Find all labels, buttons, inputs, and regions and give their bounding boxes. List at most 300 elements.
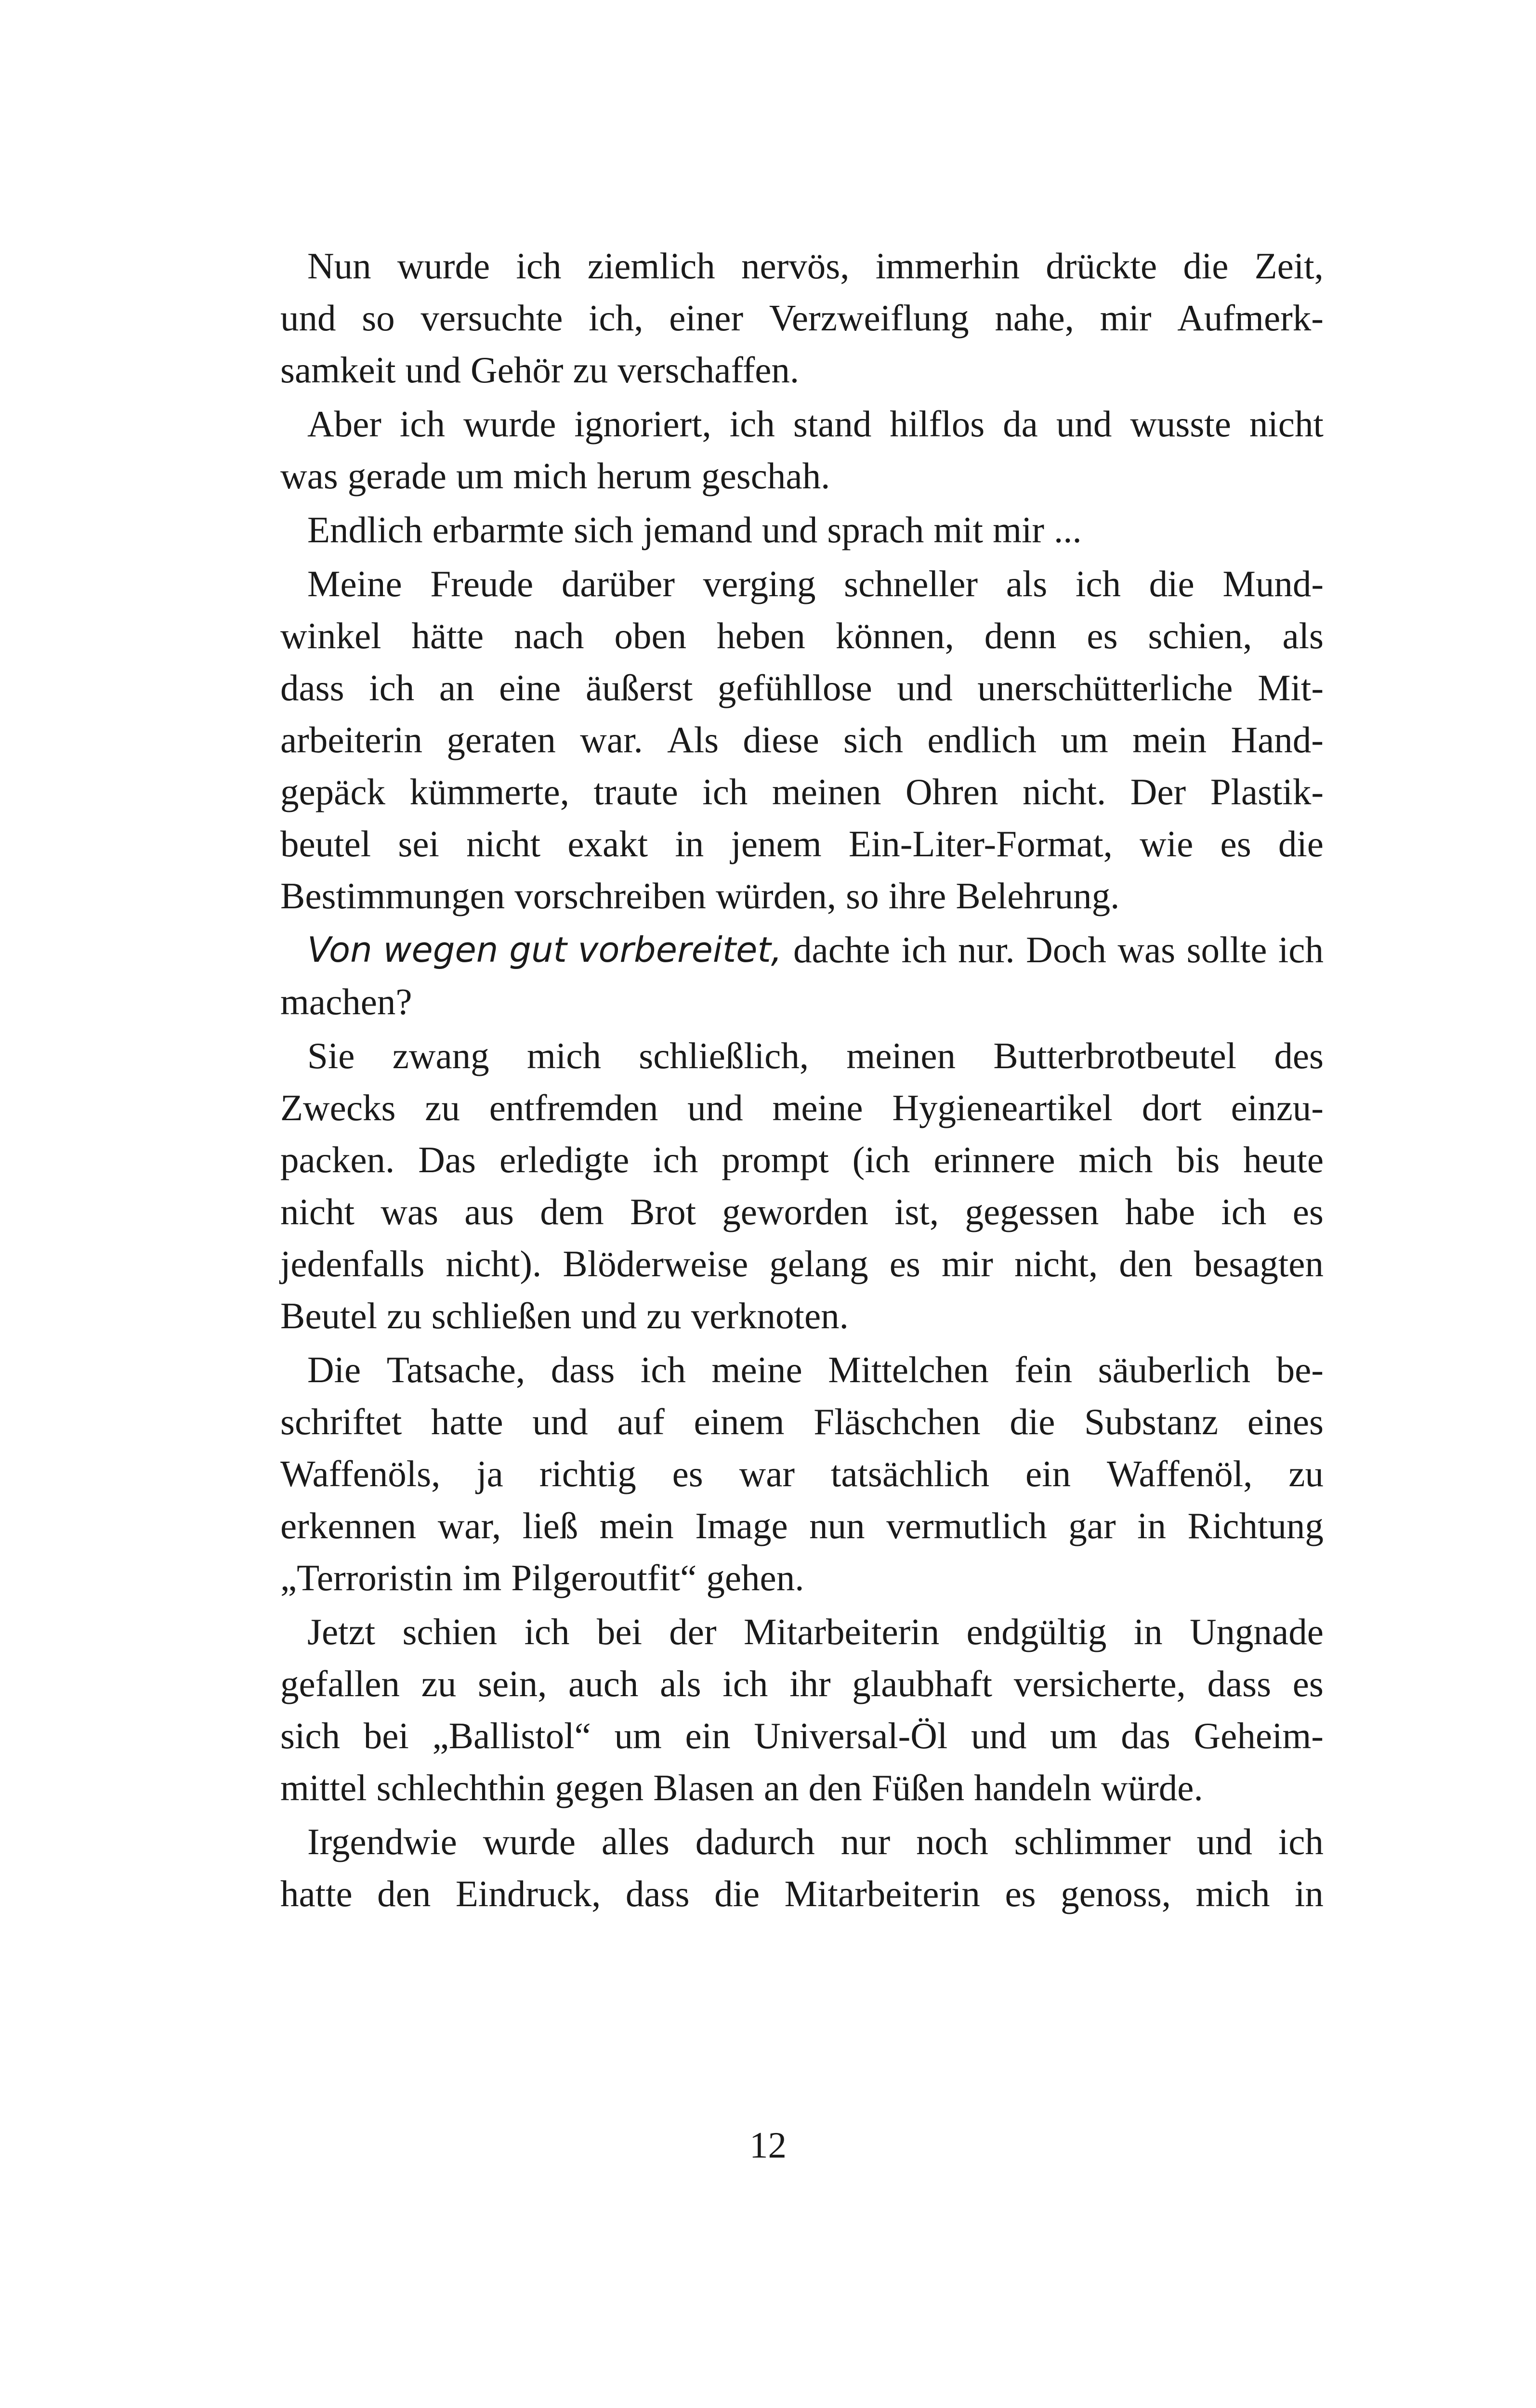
word: mich [527, 1035, 601, 1076]
text-line [280, 714, 1324, 766]
word: hatte [280, 1873, 353, 1914]
word: jedenfalls [280, 1243, 425, 1284]
word: Mund- [1222, 563, 1324, 604]
word: um [456, 455, 504, 497]
text-line [280, 976, 1324, 1028]
text-line [280, 1082, 1324, 1134]
word: kümmerte, [409, 771, 569, 812]
word: Nun [307, 245, 371, 287]
word: Belehrung. [956, 875, 1120, 916]
word: schneller [844, 563, 978, 604]
word: nicht [466, 823, 541, 864]
word: zu [387, 1295, 422, 1336]
word: „Ballistol“ [432, 1715, 591, 1756]
word: einem [694, 1401, 785, 1442]
body-text [280, 240, 1324, 1920]
word: nicht). [446, 1243, 542, 1284]
word: Waffenöl, [1107, 1453, 1253, 1494]
word: es [1005, 1873, 1036, 1914]
word: schriftet [280, 1401, 402, 1442]
word: Füßen [871, 1767, 965, 1808]
word: und [761, 509, 818, 550]
text-line [280, 1186, 1324, 1238]
word: wie [1140, 823, 1194, 864]
word: zu [646, 1295, 682, 1336]
word: und [971, 1715, 1027, 1756]
word: Die [307, 1349, 361, 1390]
word: und [280, 297, 336, 339]
word: Jetzt [307, 1611, 376, 1652]
word: Pilgeroutfit“ [511, 1557, 697, 1598]
word: nicht, [1014, 1243, 1098, 1284]
word: tatsächlich [830, 1453, 990, 1494]
word: es [1292, 1191, 1324, 1232]
word: Universal-Öl [754, 1715, 948, 1756]
text-line [280, 818, 1324, 870]
word: ließ [522, 1505, 578, 1546]
word: die [1278, 823, 1324, 864]
word: noch [916, 1821, 988, 1862]
word: „Terroristin [280, 1557, 453, 1598]
word: gegessen [965, 1191, 1099, 1232]
text-line [280, 1030, 1324, 1082]
word: es [1087, 615, 1118, 656]
word: schlimmer [1014, 1821, 1171, 1862]
word: ignoriert, [574, 403, 711, 445]
word: an [763, 1767, 799, 1808]
text-line [280, 870, 1324, 922]
word: Plastik- [1210, 771, 1324, 812]
word: Sie [307, 1035, 355, 1076]
text-line [280, 1710, 1324, 1762]
word: wusste [1130, 403, 1231, 445]
word: Beutel [280, 1295, 377, 1336]
word: hilflos [890, 403, 985, 445]
word: Blasen [653, 1767, 754, 1808]
word: in [675, 823, 704, 864]
word: zu [425, 1087, 460, 1128]
word: Mitarbeiterin [743, 1611, 940, 1652]
word: traute [593, 771, 678, 812]
word: was [1117, 929, 1176, 970]
word: dass [625, 1873, 690, 1914]
word: ich, [589, 297, 643, 339]
word: sich [843, 719, 904, 760]
word: gefühllose [717, 667, 872, 708]
word: mich [513, 455, 588, 497]
text-line [280, 240, 1324, 292]
word: bis [1176, 1139, 1220, 1180]
word: packen. [280, 1139, 395, 1180]
text-line [280, 1762, 1324, 1814]
word: als [1006, 563, 1048, 604]
word: ihr [789, 1663, 831, 1704]
word: immerhin [875, 245, 1020, 287]
word: so [846, 875, 879, 916]
word: da [1003, 403, 1038, 445]
word: um [1050, 1715, 1098, 1756]
word: Geheim- [1194, 1715, 1324, 1756]
text-line [280, 1396, 1324, 1448]
word: wurde [397, 245, 490, 287]
word: den [1119, 1243, 1173, 1284]
word: Mittelchen [828, 1349, 989, 1390]
word: nervös, [741, 245, 850, 287]
text-line [280, 1500, 1324, 1552]
word: erkennen [280, 1505, 417, 1546]
word: dass [280, 667, 344, 708]
word: der [669, 1611, 717, 1652]
word: im [462, 1557, 502, 1598]
word: geraten [446, 719, 556, 760]
word: mir [993, 509, 1044, 550]
word: dadurch [695, 1821, 815, 1862]
word: Freude [430, 563, 534, 604]
word: Blöderweise [563, 1243, 748, 1284]
word: zu [573, 349, 608, 391]
word: ich [901, 929, 947, 970]
text-line [280, 1606, 1324, 1658]
word: erinnere [933, 1139, 1055, 1180]
word: meine [711, 1349, 802, 1390]
word: ich [702, 771, 748, 812]
word: Zwecks [280, 1087, 396, 1128]
word: die [1149, 563, 1195, 604]
word: handeln [974, 1767, 1092, 1808]
word: war [739, 1453, 795, 1494]
word: und [897, 667, 953, 708]
word: ich [1278, 1821, 1324, 1862]
word: Doch [1026, 929, 1106, 970]
word: genoss, [1061, 1873, 1171, 1914]
word: wurde [483, 1821, 576, 1862]
word: (ich [852, 1139, 910, 1180]
word: Meine [307, 563, 402, 604]
word: schien [402, 1611, 498, 1652]
word: schließen [431, 1295, 572, 1336]
word: meinen [846, 1035, 956, 1076]
word: auf [617, 1401, 665, 1442]
word: die [1183, 245, 1229, 287]
word: vermutlich [886, 1505, 1047, 1546]
word: und [405, 349, 461, 391]
word: Mit- [1258, 667, 1324, 708]
word: sich [280, 1715, 341, 1756]
word: Ungnade [1189, 1611, 1324, 1652]
word: die [714, 1873, 760, 1914]
word: hätte [411, 615, 484, 656]
word: Tatsache, [386, 1349, 525, 1390]
text-line [280, 504, 1324, 556]
word: nur. [958, 929, 1015, 970]
text-line [280, 558, 1324, 610]
text-line [280, 1816, 1324, 1868]
text-line [280, 1552, 1324, 1604]
word: einzu- [1231, 1087, 1324, 1128]
word: in [1133, 1611, 1163, 1652]
word: Richtung [1187, 1505, 1324, 1546]
word: es [1292, 1663, 1324, 1704]
text-line [280, 766, 1324, 818]
text-line [280, 1448, 1324, 1500]
word: Endlich [307, 509, 423, 550]
word: mir [1100, 297, 1152, 339]
word: des [1274, 1035, 1324, 1076]
word: Eindruck, [455, 1873, 601, 1914]
word: zu [421, 1663, 457, 1704]
word: versicherte, [1013, 1663, 1186, 1704]
word: prompt [722, 1139, 829, 1180]
italic-phrase: Von wegen gut vorbereitet, [307, 929, 782, 970]
word: endgültig [966, 1611, 1107, 1652]
text-line [280, 662, 1324, 714]
word: würde. [1101, 1767, 1203, 1808]
word: ich [516, 245, 562, 287]
word: gar [1068, 1505, 1116, 1546]
word: samkeit [280, 349, 396, 391]
word: vorschreiben [514, 875, 706, 916]
word: um [614, 1715, 662, 1756]
word: arbeiterin [280, 719, 422, 760]
word: eines [1247, 1401, 1324, 1442]
word: denn [984, 615, 1057, 656]
word: ein [685, 1715, 731, 1756]
word: habe [1125, 1191, 1195, 1232]
word: nicht. [1023, 771, 1106, 812]
word: meinen [772, 771, 881, 812]
word: was [280, 455, 338, 497]
word: drückte [1046, 245, 1157, 287]
word: verschaffen. [617, 349, 800, 391]
word: dass [551, 1349, 615, 1390]
text-line [280, 1238, 1324, 1290]
word: schien, [1148, 615, 1252, 656]
word: in [1295, 1873, 1324, 1914]
word: bei [363, 1715, 409, 1756]
text-line [280, 1658, 1324, 1710]
word: ich [653, 1139, 698, 1180]
word: mit [933, 509, 984, 550]
word: dem [540, 1191, 604, 1232]
word: ... [1054, 509, 1082, 550]
word: in [1137, 1505, 1167, 1546]
word: als [1282, 615, 1324, 656]
word: heben [717, 615, 805, 656]
word: gegen [555, 1767, 644, 1808]
word: nicht [1249, 403, 1324, 445]
word: mein [1132, 719, 1207, 760]
word: ich [722, 1663, 768, 1704]
word: aus [464, 1191, 514, 1232]
word: an [439, 667, 474, 708]
word: Bestimmungen [280, 875, 505, 916]
word: den [377, 1873, 431, 1914]
word: jenem [731, 823, 822, 864]
word: herum [597, 455, 692, 497]
word: Ohren [906, 771, 998, 812]
text-line [280, 292, 1324, 344]
word: den [808, 1767, 862, 1808]
word: winkel [280, 615, 381, 656]
word: würden, [715, 875, 837, 916]
word: dass [1207, 1663, 1272, 1704]
word: Aufmerk- [1177, 297, 1324, 339]
text-line [280, 398, 1324, 450]
word: Fläschchen [814, 1401, 981, 1442]
word: eine [499, 667, 561, 708]
word: Ein-Liter-Format, [848, 823, 1113, 864]
text-line [280, 450, 1324, 502]
word: ihre [888, 875, 946, 916]
word: als [660, 1663, 701, 1704]
page-number: 12 [749, 2124, 787, 2166]
word: Der [1130, 771, 1186, 812]
word: ein [1025, 1453, 1071, 1494]
word: zu [1288, 1453, 1324, 1494]
word: dort [1142, 1087, 1202, 1128]
word: und [687, 1087, 743, 1128]
word: besagten [1194, 1243, 1324, 1284]
word: Hand- [1231, 719, 1324, 760]
word: ich [1278, 929, 1324, 970]
word: ist, [894, 1191, 939, 1232]
word: unerschütterliche [977, 667, 1233, 708]
word: was [381, 1191, 438, 1232]
word: Brot [630, 1191, 696, 1232]
word: so [362, 297, 395, 339]
text-line [280, 1290, 1324, 1342]
word: es [1220, 823, 1251, 864]
word: nur [840, 1821, 891, 1862]
word: war. [580, 719, 643, 760]
word: gepäck [280, 771, 386, 812]
word: nach [514, 615, 584, 656]
word: es [672, 1453, 703, 1494]
word: ich [369, 667, 415, 708]
word: mein [599, 1505, 674, 1546]
text-line [280, 1134, 1324, 1186]
word: mir [941, 1243, 993, 1284]
word: be- [1276, 1349, 1324, 1390]
word: sein, [478, 1663, 547, 1704]
word: gelang [769, 1243, 868, 1284]
word: ich [1221, 1191, 1267, 1232]
word: äußerst [585, 667, 693, 708]
word: schlechthin [376, 1767, 546, 1808]
word: erledigte [499, 1139, 630, 1180]
word: beutel [280, 823, 371, 864]
word: ich [524, 1611, 570, 1652]
word: verging [703, 563, 816, 604]
word: Hygieneartikel [892, 1087, 1113, 1128]
word: richtig [539, 1453, 636, 1494]
word: alles [601, 1821, 670, 1862]
word: ziemlich [587, 245, 715, 287]
word: versuchte [420, 297, 563, 339]
word: diese [743, 719, 819, 760]
word: mich [1078, 1139, 1153, 1180]
text-line [280, 1344, 1324, 1396]
word: Mitarbeiterin [784, 1873, 980, 1914]
word: jemand [643, 509, 752, 550]
word: heute [1243, 1139, 1324, 1180]
word: hatte [431, 1401, 503, 1442]
word: fein [1014, 1349, 1073, 1390]
word: dachte [793, 929, 890, 970]
word: Substanz [1084, 1401, 1219, 1442]
word: die [1010, 1401, 1055, 1442]
word: können, [835, 615, 954, 656]
word: Image [695, 1505, 788, 1546]
word: bei [596, 1611, 642, 1652]
word: verknoten. [691, 1295, 849, 1336]
word: wurde [463, 403, 556, 445]
word: mittel [280, 1767, 367, 1808]
word: zwang [392, 1035, 489, 1076]
word: schließlich, [639, 1035, 809, 1076]
word: meine [772, 1087, 863, 1128]
word: geworden [722, 1191, 868, 1232]
word: endlich [927, 719, 1037, 760]
text-line [280, 924, 1324, 976]
word: Das [418, 1139, 476, 1180]
word: Waffenöls, [280, 1453, 441, 1494]
word: nahe, [995, 297, 1074, 339]
word: ich [1075, 563, 1121, 604]
word: darüber [561, 563, 675, 604]
word: und [532, 1401, 588, 1442]
text-line [280, 1868, 1324, 1920]
word: und [581, 1295, 637, 1336]
word: glaubhaft [852, 1663, 993, 1704]
word: das [1121, 1715, 1170, 1756]
word: sei [398, 823, 439, 864]
word: mich [1195, 1873, 1270, 1914]
word: auch [568, 1663, 639, 1704]
word: ja [476, 1453, 503, 1494]
word: säuberlich [1098, 1349, 1251, 1390]
word: erbarmte [432, 509, 565, 550]
word: oben [614, 615, 687, 656]
word: Butterbrotbeutel [993, 1035, 1237, 1076]
word: ich [399, 403, 445, 445]
word: und [1056, 403, 1112, 445]
word: und [1196, 1821, 1252, 1862]
word: geschah. [701, 455, 830, 497]
word: entfremden [489, 1087, 658, 1128]
word: es [889, 1243, 920, 1284]
word: stand [793, 403, 872, 445]
word: Irgendwie [307, 1821, 457, 1862]
word: exakt [567, 823, 648, 864]
word: ich [729, 403, 775, 445]
word: Verzweiflung [769, 297, 969, 339]
word: gehen. [706, 1557, 804, 1598]
word: sprach [827, 509, 924, 550]
word: sollte [1186, 929, 1267, 970]
word: gefallen [280, 1663, 400, 1704]
word: einer [669, 297, 744, 339]
word: Gehör [471, 349, 564, 391]
word: ich [640, 1349, 686, 1390]
word: Zeit, [1254, 245, 1324, 287]
word: nicht [280, 1191, 354, 1232]
word: war, [437, 1505, 501, 1546]
word: machen? [280, 981, 412, 1022]
word: um [1061, 719, 1108, 760]
text-line [280, 344, 1324, 396]
text-line [280, 610, 1324, 662]
